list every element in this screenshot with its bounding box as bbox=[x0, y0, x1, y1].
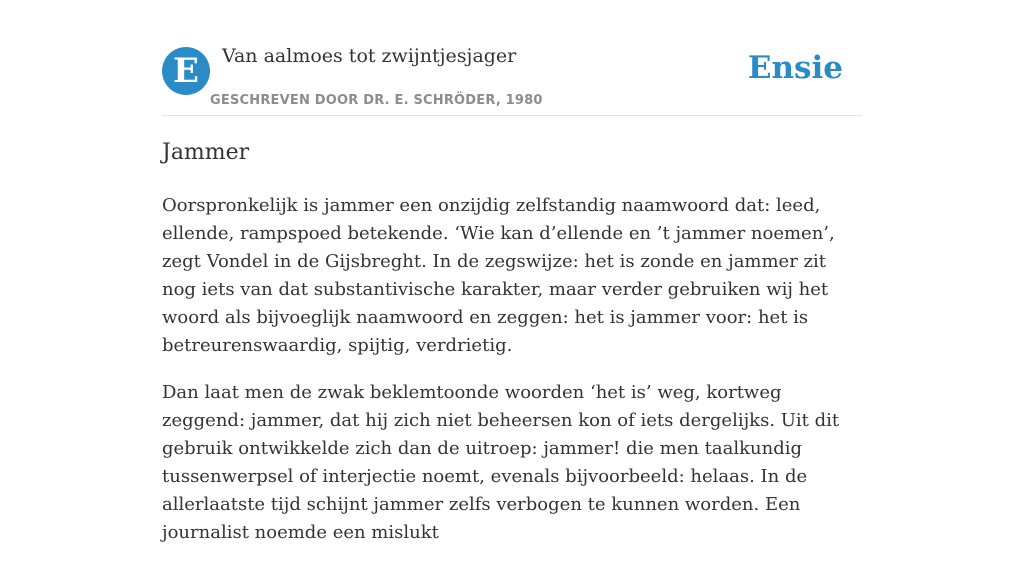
article-body bbox=[162, 192, 862, 566]
ensie-logo-icon[interactable]: E bbox=[162, 47, 210, 95]
ensie-brand-link[interactable]: Ensie bbox=[747, 50, 843, 86]
article-paragraph: Oorspronkelijk is jammer een onzijdig zelfstandig naamwoord dat: leed, ellende, rampspoed betekende. ‘Wie kan d’ellende en ’t jammer noemen’, zegt Vondel in de Gijsbreght. In de zegswijze: het is zonde en jammer zit nog iets van dat substantivische karakter, maar verder gebruiken wij het woord als bijvoeglijk naamwoord en zeggen: het is jammer voor: het is betreurenswaardig, spijtig, verdrietig. bbox=[162, 195, 835, 356]
book-title-link[interactable]: Van aalmoes tot zwijntjesjager bbox=[222, 45, 517, 67]
article-paragraph: Dan laat men de zwak beklemtoonde woorden ‘het is’ weg, kortweg zeggend: jammer, dat hij zich niet beheersen kon of iets dergelijks. Uit dit gebruik ontwikkelde zich dan de uitroep: jammer! die men taalkundig tussenwerpsel of interjectie noemt, evenals bijvoorbeeld: helaas. In de allerlaatste tijd schijnt jammer zelfs verbogen te kunnen worden. Een journalist noemde een mislukt bbox=[162, 382, 840, 543]
article-title: Jammer bbox=[162, 140, 250, 165]
author-byline: GESCHREVEN DOOR DR. E. SCHRÖDER, 1980 bbox=[210, 93, 543, 108]
header-divider bbox=[162, 115, 862, 116]
